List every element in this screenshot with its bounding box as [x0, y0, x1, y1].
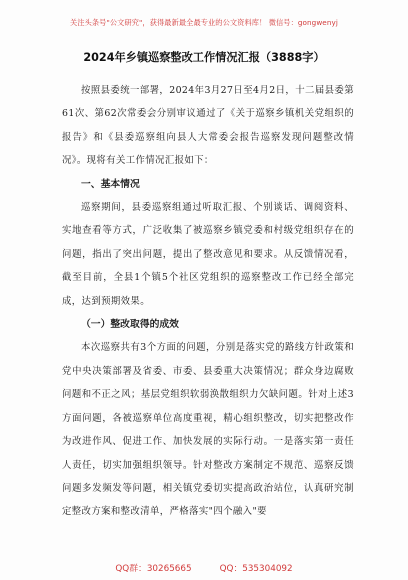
document-title: 2024年乡镇巡察整改工作情况汇报（3888字） [83, 51, 325, 64]
section-paragraph-basic: 巡察期间，县委巡察组通过听取汇报、个别谈话、调阅资料、实地查看等方式，广泛收集了被巡察乡镇党委和村级党组织存在的问题，指出了突出问题，提出了整改意见和要求。从反馈情况看，截至目前，全县1个镇5个社区党组织的巡察整改工作已经全部完成，达到预期效果。 [62, 202, 354, 307]
footer-contact-bar [0, 554, 408, 580]
intro-paragraph: 按照县委统一部署，2024年3月27日至4月2日，十二届县委第61次、第62次常委会分别审议通过了《关于巡察乡镇机关党组织的报告》和《县委巡察组向县人大常委会报告巡察发现问题整改情况》。现将有关工作情况汇报如下： [62, 85, 354, 167]
subsection-heading-results: （一）整改取得的成效 [81, 319, 179, 331]
footer-qq-contact: QQ：535304092 [219, 563, 293, 574]
subsection-paragraph-results: 本次巡察共有3个方面的问题，分别是落实党的路线方针政策和党中央决策部署及省委、市委、县委重大决策情况；群众身边腐败问题和不正之风；基层党组织软弱涣散组织力欠缺问题。针对上述3方面问题，各被巡察单位高度重视，精心组织整改，切实把整改作为改进作风、促进工作、加快发展的实际行动。一是落实第一责任人责任，切实加强组织领导。针对整改方案制定不规范、巡察反馈问题多发频发等问题，相关镇党委切实提高政治站位，认真研究制定整改方案和整改清单，严格落实"四个融入"要 [62, 342, 354, 518]
footer-qq-group: QQ群：30265665 [115, 563, 192, 574]
section-heading-basic: 一、基本情况 [81, 178, 140, 190]
document-body [62, 79, 354, 524]
top-banner: 关注头条号"公文研究"，获得最新最全最专业的公文资料库！ 微信号：gongwenyj [70, 18, 338, 27]
